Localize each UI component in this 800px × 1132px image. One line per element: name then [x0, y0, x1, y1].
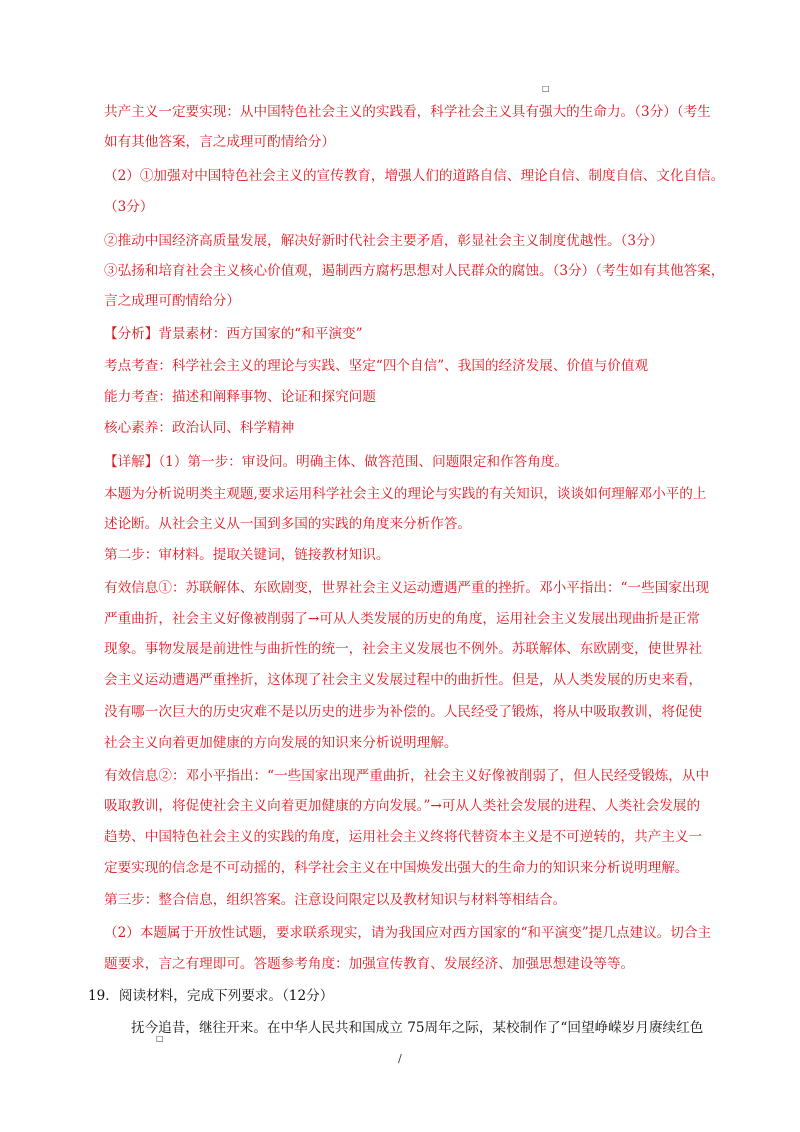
detail-line: 趋势、中国特色社会主义的实践的角度，运用社会主义终将代替资本主义是不可逆转的，共产主义一 [104, 829, 703, 845]
detail-line: 定要实现的信念是不可动摇的，科学社会主义在中国焕发出强大的生命力的知识来分析说明理解。 [104, 860, 689, 876]
detail-line: （2）本题属于开放性试题，要求联系现实，请为我国应对西方国家的“和平演变”提几点建议。切合主 [104, 925, 712, 941]
detail-line: 第三步：整合信息，组织答案。注意设问限定以及教材知识与材料等相结合。 [104, 892, 567, 908]
corner-mark-bottom: □ [156, 1034, 164, 1043]
answer-line: ②推动中国经济高质量发展，解决好新时代社会主要矛盾，彰显社会主义制度优越性。（3分） [104, 233, 664, 249]
answer-line: （2）①加强对中国特色社会主义的宣传教育，增强人们的道路自信、理论自信、制度自信、文化自信。 [104, 168, 725, 184]
answer-line: 言之成理可酌情给分） [104, 293, 240, 309]
analysis-line: 考点考查：科学社会主义的理论与实践、坚定“四个自信”、我国的经济发展、价值与价值观 [104, 358, 649, 374]
question-19-heading: 19．阅读材料，完成下列要求。（12分） [88, 988, 334, 1004]
analysis-line: 核心素养：政治认同、科学精神 [104, 420, 295, 436]
page-number: / [398, 1052, 402, 1065]
question-19-material: 抚今追昔，继往开来。在中华人民共和国成立 75周年之际，某校制作了“回望峥嵘岁月赓续红色 [131, 1020, 704, 1036]
corner-mark-top: □ [542, 84, 550, 93]
detail-line: 题要求，言之有理即可。答题参考角度：加强宣传教育、发展经济、加强思想建设等等。 [104, 956, 635, 972]
detail-line: 本题为分析说明类主观题,要求运用科学社会主义的理论与实践的有关知识，谈谈如何理解邓小平的上 [104, 486, 707, 502]
answer-line: （3分） [104, 199, 154, 215]
detail-line: 没有哪一次巨大的历史灾难不是以历史的进步为补偿的。人民经受了锻炼，将从中吸取教训，将促使 [104, 704, 703, 720]
analysis-line: 能力考查：描述和阐释事物、论证和探究问题 [104, 389, 376, 405]
detail-line: 严重曲折，社会主义好像被削弱了→可从人类发展的历史的角度，运用社会主义发展出现曲折是正常 [104, 611, 700, 627]
detail-line: 社会主义向着更加健康的方向发展的知识来分析说明理解。 [104, 735, 458, 751]
detail-heading: 【详解】（1）第一步：审设问。明确主体、做答范围、问题限定和作答角度。 [104, 454, 569, 470]
detail-line: 有效信息①：苏联解体、东欧剧变，世界社会主义运动遭遇严重的挫折。邓小平指出：“一些国家出现 [104, 580, 710, 596]
detail-line: 现象。事物发展是前进性与曲折性的统一，社会主义发展也不例外。苏联解体、东欧剧变，使世界社 [104, 641, 703, 657]
detail-line: 述论断。从社会主义从一国到多国的实践的角度来分析作答。 [104, 516, 472, 532]
answer-line: ③弘扬和培育社会主义核心价值观，遏制西方腐朽思想对人民群众的腐蚀。（3分）（考生如有其他答案， [104, 263, 725, 279]
answer-line: 共产主义一定要实现：从中国特色社会主义的实践看，科学社会主义具有强大的生命力。（3分）（考生 [104, 104, 711, 120]
detail-line: 会主义运动遭遇严重挫折，这体现了社会主义发展过程中的曲折性。但是，从人类发展的历史来看， [104, 672, 703, 688]
analysis-heading: 【分析】背景素材：西方国家的“和平演变” [104, 326, 363, 342]
detail-line: 有效信息②：邓小平指出：“一些国家出现严重曲折，社会主义好像被削弱了，但人民经受锻炼，从中 [104, 768, 710, 784]
detail-line: 吸取教训，将促使社会主义向着更加健康的方向发展。”→可从人类社会发展的进程、人类社会发展的 [104, 798, 701, 814]
detail-line: 第二步：审材料。提取关键词，链接教材知识。 [104, 547, 390, 563]
answer-line: 如有其他答案，言之成理可酌情给分） [104, 134, 336, 150]
